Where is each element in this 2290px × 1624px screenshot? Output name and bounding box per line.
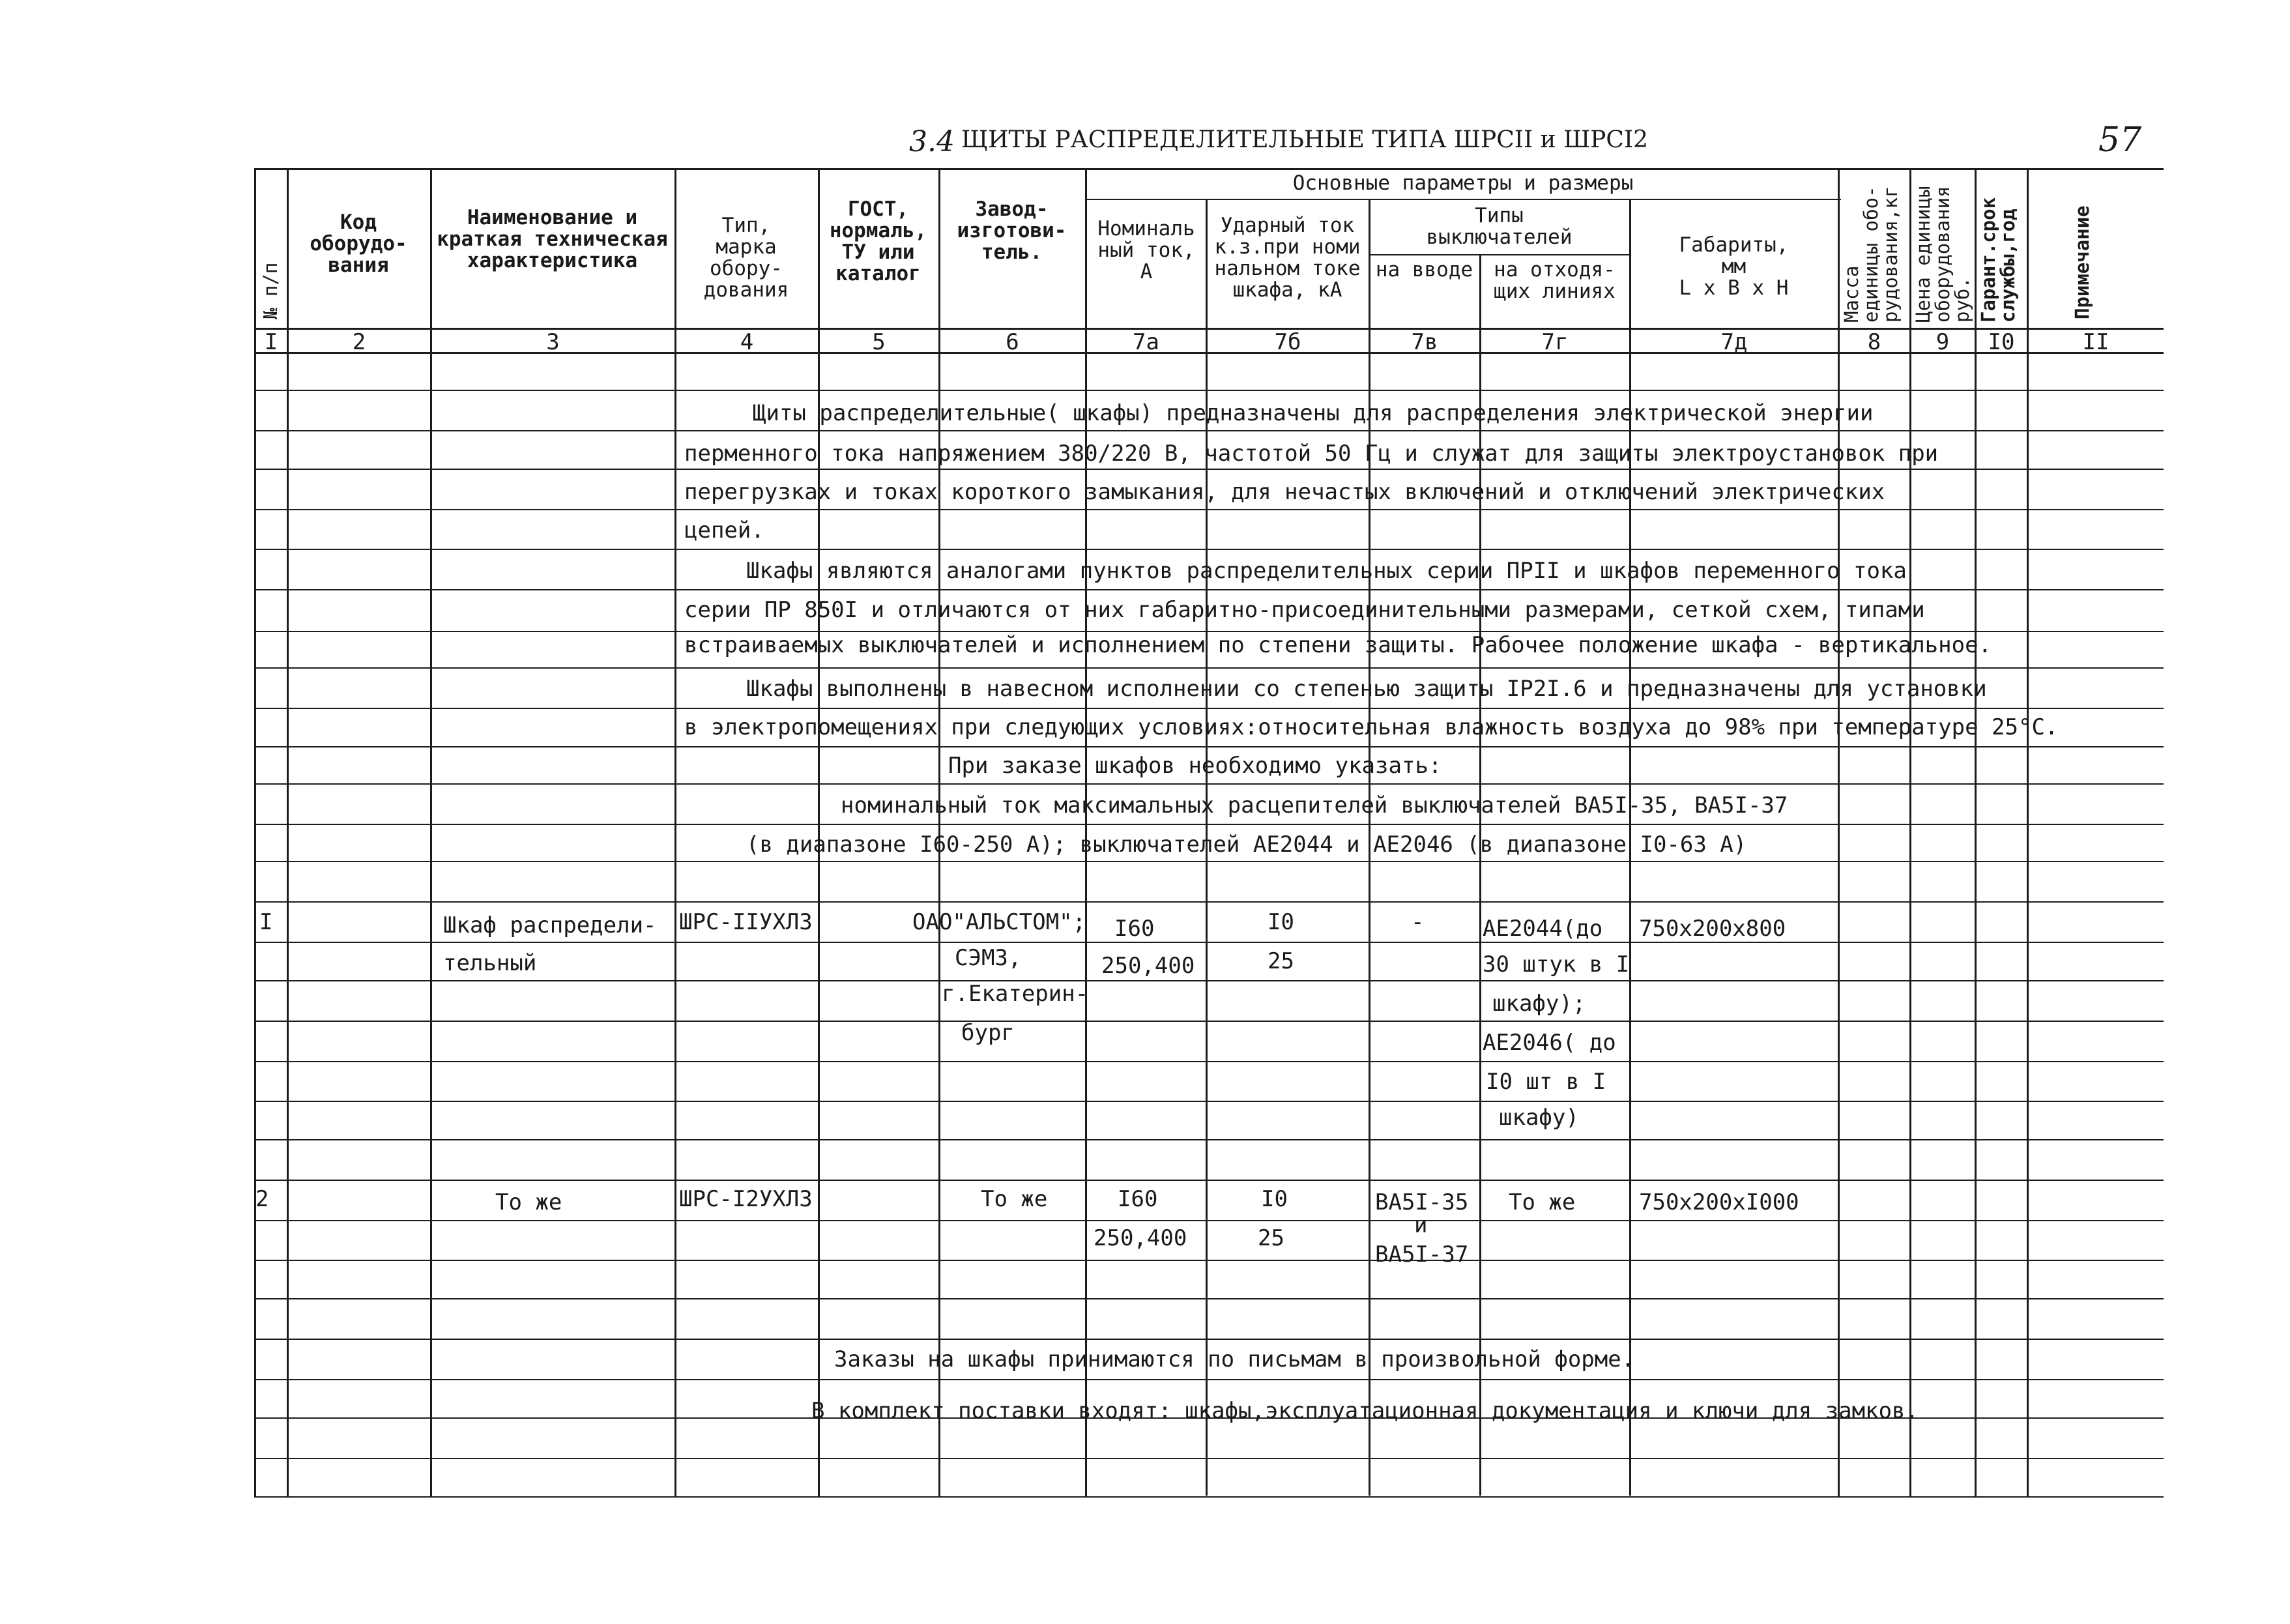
header-name: Наименование и краткая техническая характеристика [437, 206, 668, 272]
description-line: Шкафы являются аналогами пунктов распределительных серии ПРII и шкафов переменного тока [746, 558, 1907, 584]
description-line: (в диапазоне I60-250 А); выключателей АЕ2044 и АЕ2046 (в диапазоне I0-63 А) [746, 832, 1747, 858]
row-output-switch: АЕ2046( до [1483, 1030, 1616, 1056]
row-number: 2 [255, 1186, 269, 1212]
row-input-switch: и [1414, 1212, 1428, 1238]
row-output-switch: шкафу) [1499, 1105, 1579, 1131]
row-dimensions: 750x200x800 [1639, 916, 1786, 942]
row-output-switch: АЕ2044(до [1483, 916, 1603, 942]
row-maker: ОАО"АЛЬСТОМ"; [912, 909, 1086, 935]
row-maker: То же [981, 1186, 1048, 1212]
row-output-switch: I0 шт в I [1486, 1069, 1606, 1095]
row-input-switch: ВА5I-37 [1375, 1241, 1469, 1268]
header-main-params: Основные параметры и размеры [1292, 171, 1634, 195]
header-nominal-current: Номиналь ный ток, А [1097, 217, 1195, 283]
colnum: 7в [1411, 329, 1438, 355]
header-maker: Завод- изготови- тель. [957, 197, 1067, 264]
row-maker: СЭМЗ, [955, 945, 1022, 971]
row-type: ШРС-IIУХЛ3 [679, 909, 813, 935]
header-gost: ГОСТ, нормаль, ТУ или каталог [829, 197, 927, 285]
colnum: 4 [740, 329, 754, 355]
row-name: Шкаф распредели- [443, 912, 657, 938]
row-dimensions: 750x200xI000 [1639, 1189, 1799, 1215]
row-input-switch: ВА5I-35 [1375, 1189, 1469, 1215]
colnum: 2 [352, 329, 366, 355]
row-number: I [259, 909, 273, 935]
header-shock-current: Ударный ток к.з.при номи нальном токе шкафа, кА [1214, 214, 1361, 302]
header-input-switch: на вводе [1375, 258, 1473, 282]
footer-note: Заказы на шкафы принимаются по письмам в произвольной форме. [834, 1346, 1635, 1372]
description-line: Щиты распределительные( шкафы) предназначены для распределения электрической энергии [753, 400, 1874, 426]
row-shock: I0 [1268, 909, 1294, 935]
row-name: То же [495, 1189, 562, 1215]
row-shock: 25 [1258, 1225, 1284, 1251]
colnum: I0 [1988, 329, 2015, 355]
row-name: тельный [443, 950, 537, 976]
header-price: Цена единицы оборудования руб. [1912, 186, 1973, 323]
header-note: Примечание [2071, 205, 2093, 319]
row-output-switch: То же [1509, 1189, 1576, 1215]
header-code: Код оборудо- вания [310, 210, 407, 277]
row-current: 250,400 [1101, 953, 1195, 979]
row-current: I60 [1118, 1186, 1158, 1212]
row-output-switch: шкафу); [1492, 991, 1586, 1017]
description-line: в электропомещениях при следующих условиях:относительная влажность воздуха до 98% при температуре 25°С. [684, 714, 2059, 740]
colnum: 5 [872, 329, 886, 355]
description-line: При заказе шкафов необходимо указать: [948, 753, 1442, 779]
row-current: 250,400 [1094, 1225, 1187, 1251]
colnum: 6 [1006, 329, 1019, 355]
description-line: номинальный ток максимальных расцепителей выключателей ВА5I-35, ВА5I-37 [841, 792, 1788, 819]
page-number: 57 [2098, 121, 2142, 160]
colnum: 7б [1274, 329, 1301, 355]
colnum: 7а [1133, 329, 1159, 355]
row-output-switch: 30 штук в I [1483, 951, 1630, 978]
colnum: 8 [1867, 329, 1881, 355]
description-line: перменного тока напряжением 380/220 В, частотой 50 Гц и служат для защиты электроустановок при [684, 441, 1939, 467]
colnum: 3 [546, 329, 560, 355]
header-output-switch: на отходя- щих линиях [1494, 258, 1616, 303]
row-shock: I0 [1261, 1186, 1288, 1212]
description-line: цепей. [684, 517, 764, 544]
header-dimensions: Габариты, мм L x B x H [1679, 233, 1789, 300]
description-line: перегрузках и токах короткого замыкания, для нечастых включений и отключений электрических [684, 479, 1885, 505]
description-line: серии ПР 850I и отличаются от них габаритно-присоединительными размерами, сеткой схем, типами [684, 597, 1925, 623]
colnum: 9 [1935, 329, 1950, 355]
colnum: 7г [1541, 329, 1569, 355]
row-current: I60 [1114, 916, 1155, 942]
header-warranty: Гарант.срок службы,год [1977, 197, 2019, 323]
row-maker: бург [961, 1020, 1015, 1046]
header-switch-types: Типы выключателей [1426, 204, 1573, 249]
row-shock: 25 [1268, 948, 1294, 974]
description-line: Шкафы выполнены в навесном исполнении со степенью защиты IP2I.6 и предназначены для установки [746, 676, 1987, 702]
colnum: I [264, 329, 278, 355]
section-number: 3.4 [909, 125, 955, 158]
row-input-switch: - [1411, 909, 1425, 935]
page-title: ЩИТЫ РАСПРЕДЕЛИТЕЛЬНЫЕ ТИПА ШРСII и ШРСI2 [961, 126, 1649, 153]
description-line: встраиваемых выключателей и исполнением по степени защиты. Рабочее положение шкафа - вертикальное. [684, 632, 1992, 658]
header-type: Тип, марка обору- дования [703, 214, 789, 302]
row-maker: г.Екатерин- [942, 981, 1089, 1007]
header-mass: Масса единицы обо- рудования,кг [1840, 186, 1902, 323]
row-type: ШРС-I2УХЛ3 [679, 1186, 813, 1212]
header-col-number: № п/п [259, 262, 282, 319]
footer-note: В комплект поставки входят: шкафы,эксплуатационная документация и ключи для замков. [811, 1398, 1919, 1424]
colnum: II [2082, 329, 2109, 355]
colnum: 7д [1720, 329, 1748, 355]
